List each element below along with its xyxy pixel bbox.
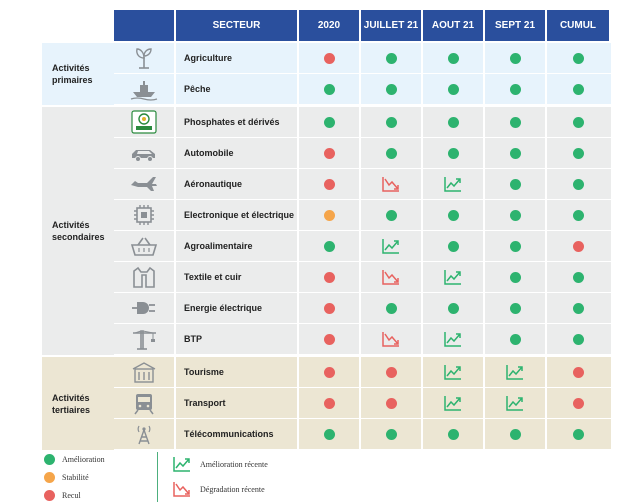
amelioration-dot-icon — [573, 179, 584, 190]
recul-dot-icon — [324, 272, 335, 283]
cell-cumul — [547, 293, 609, 323]
sector-name: Energie électrique — [176, 293, 299, 323]
header-secteur: SECTEUR — [176, 10, 299, 41]
cell-cumul — [547, 169, 609, 199]
sector-name: Télécommunications — [176, 419, 299, 449]
table-row — [114, 324, 611, 355]
trend-down-icon — [381, 268, 401, 286]
amelioration-dot-icon — [573, 84, 584, 95]
cell-juillet-21 — [361, 293, 423, 323]
cell-sept-21 — [485, 357, 547, 387]
cell-juillet-21 — [361, 107, 423, 137]
cell-2020 — [299, 169, 361, 199]
amelioration-dot-icon — [573, 117, 584, 128]
amelioration-dot-icon — [510, 148, 521, 159]
trend-up-icon — [443, 268, 463, 286]
legend — [44, 452, 604, 502]
recul-dot-icon — [386, 367, 397, 378]
cell-cumul — [547, 74, 609, 104]
crane-icon — [114, 324, 176, 354]
boat-icon — [114, 74, 176, 104]
amelioration-dot-icon — [510, 272, 521, 283]
sector-status-table — [42, 10, 611, 450]
cell-cumul — [547, 43, 609, 73]
recul-dot-icon — [573, 367, 584, 378]
cell-cumul — [547, 231, 609, 261]
cell-sept-21 — [485, 419, 547, 449]
amelioration-dot-icon — [324, 117, 335, 128]
cell-2020 — [299, 138, 361, 168]
table-header — [42, 10, 611, 41]
recul-dot-icon — [44, 490, 55, 501]
legend-amelioration-recente: Amélioration récente — [172, 455, 268, 473]
amelioration-dot-icon — [386, 117, 397, 128]
sector-name: Tourisme — [176, 357, 299, 387]
trend-up-icon — [443, 363, 463, 381]
amelioration-dot-icon — [386, 148, 397, 159]
amelioration-dot-icon — [510, 53, 521, 64]
cell-cumul — [547, 357, 609, 387]
legend-stabilite: Stabilité — [44, 472, 89, 483]
amelioration-dot-icon — [510, 84, 521, 95]
trend-down-icon — [172, 480, 192, 498]
cell-juillet-21 — [361, 388, 423, 418]
cell-sept-21 — [485, 293, 547, 323]
car-icon — [114, 138, 176, 168]
amelioration-dot-icon — [448, 53, 459, 64]
amelioration-dot-icon — [573, 272, 584, 283]
amelioration-dot-icon — [448, 210, 459, 221]
cell-juillet-21 — [361, 43, 423, 73]
amelioration-dot-icon — [510, 334, 521, 345]
cell-aout-21 — [423, 388, 485, 418]
table-row — [114, 388, 611, 419]
cell-sept-21 — [485, 43, 547, 73]
sector-name: Automobile — [176, 138, 299, 168]
trend-up-icon — [443, 175, 463, 193]
table-row — [114, 262, 611, 293]
group-label-secondaires: Activités secondaires — [52, 220, 105, 242]
antenna-icon — [114, 419, 176, 449]
amelioration-dot-icon — [448, 117, 459, 128]
cell-juillet-21 — [361, 74, 423, 104]
table-row — [114, 43, 611, 74]
trend-up-icon — [505, 363, 525, 381]
table-row — [114, 107, 611, 138]
jacket-icon — [114, 262, 176, 292]
amelioration-dot-icon — [510, 303, 521, 314]
recul-dot-icon — [324, 179, 335, 190]
cell-sept-21 — [485, 262, 547, 292]
plug-icon — [114, 293, 176, 323]
cell-2020 — [299, 231, 361, 261]
amelioration-dot-icon — [324, 429, 335, 440]
group-primaires — [42, 43, 611, 105]
table-row — [114, 138, 611, 169]
trend-up-icon — [505, 394, 525, 412]
cell-cumul — [547, 138, 609, 168]
amelioration-dot-icon — [386, 303, 397, 314]
cell-sept-21 — [485, 231, 547, 261]
cell-2020 — [299, 324, 361, 354]
cell-sept-21 — [485, 324, 547, 354]
sector-name: Agroalimentaire — [176, 231, 299, 261]
cell-aout-21 — [423, 74, 485, 104]
header-cumul: CUMUL — [547, 10, 609, 41]
table-row — [114, 419, 611, 450]
amelioration-dot-icon — [510, 241, 521, 252]
cell-juillet-21 — [361, 138, 423, 168]
group-secondaires — [42, 107, 611, 355]
building-icon — [114, 357, 176, 387]
amelioration-dot-icon — [573, 334, 584, 345]
recul-dot-icon — [324, 334, 335, 345]
cell-2020 — [299, 262, 361, 292]
recul-dot-icon — [324, 367, 335, 378]
stabilite-dot-icon — [44, 472, 55, 483]
cell-cumul — [547, 419, 609, 449]
sector-name: Transport — [176, 388, 299, 418]
plane-icon — [114, 169, 176, 199]
cell-juillet-21 — [361, 419, 423, 449]
header-aout-21: AOUT 21 — [423, 10, 485, 41]
cell-cumul — [547, 324, 609, 354]
cell-cumul — [547, 200, 609, 230]
legend-degradation-recente: Dégradation récente — [172, 480, 265, 498]
cell-aout-21 — [423, 107, 485, 137]
cell-sept-21 — [485, 138, 547, 168]
legend-separator — [157, 452, 158, 502]
cell-2020 — [299, 43, 361, 73]
amelioration-dot-icon — [510, 429, 521, 440]
amelioration-dot-icon — [324, 241, 335, 252]
amelioration-dot-icon — [510, 179, 521, 190]
chip-icon — [114, 200, 176, 230]
amelioration-dot-icon — [573, 148, 584, 159]
cell-2020 — [299, 74, 361, 104]
amelioration-dot-icon — [386, 210, 397, 221]
cell-juillet-21 — [361, 169, 423, 199]
cell-sept-21 — [485, 74, 547, 104]
amelioration-dot-icon — [44, 454, 55, 465]
cell-juillet-21 — [361, 324, 423, 354]
basket-icon — [114, 231, 176, 261]
amelioration-dot-icon — [510, 210, 521, 221]
cell-2020 — [299, 107, 361, 137]
trend-down-icon — [381, 330, 401, 348]
cell-2020 — [299, 388, 361, 418]
recul-dot-icon — [324, 53, 335, 64]
header-sept-21: SEPT 21 — [485, 10, 547, 41]
trend-down-icon — [381, 175, 401, 193]
table-row — [114, 169, 611, 200]
cell-cumul — [547, 262, 609, 292]
cell-2020 — [299, 200, 361, 230]
sector-name: Pêche — [176, 74, 299, 104]
recul-dot-icon — [324, 148, 335, 159]
table-row — [114, 231, 611, 262]
recul-dot-icon — [573, 241, 584, 252]
amelioration-dot-icon — [386, 84, 397, 95]
group-tertiaires — [42, 357, 611, 450]
train-icon — [114, 388, 176, 418]
amelioration-dot-icon — [573, 303, 584, 314]
cell-sept-21 — [485, 200, 547, 230]
amelioration-dot-icon — [573, 210, 584, 221]
cell-aout-21 — [423, 43, 485, 73]
cell-aout-21 — [423, 169, 485, 199]
sector-name: Textile et cuir — [176, 262, 299, 292]
amelioration-dot-icon — [510, 117, 521, 128]
sector-name: Agriculture — [176, 43, 299, 73]
amelioration-dot-icon — [448, 148, 459, 159]
cell-juillet-21 — [361, 262, 423, 292]
cell-aout-21 — [423, 231, 485, 261]
legend-recul: Recul — [44, 490, 81, 501]
legend-amelioration: Amélioration — [44, 454, 105, 465]
cell-aout-21 — [423, 357, 485, 387]
cell-sept-21 — [485, 169, 547, 199]
amelioration-dot-icon — [448, 84, 459, 95]
ocp-logo-icon — [114, 107, 176, 137]
cell-sept-21 — [485, 107, 547, 137]
recul-dot-icon — [324, 303, 335, 314]
plant-icon — [114, 43, 176, 73]
amelioration-dot-icon — [324, 84, 335, 95]
cell-aout-21 — [423, 324, 485, 354]
cell-aout-21 — [423, 293, 485, 323]
sector-name: Aéronautique — [176, 169, 299, 199]
recul-dot-icon — [324, 398, 335, 409]
table-row — [114, 357, 611, 388]
table-row — [114, 200, 611, 231]
trend-up-icon — [381, 237, 401, 255]
amelioration-dot-icon — [448, 241, 459, 252]
amelioration-dot-icon — [573, 53, 584, 64]
cell-sept-21 — [485, 388, 547, 418]
stabilite-dot-icon — [324, 210, 335, 221]
cell-2020 — [299, 293, 361, 323]
sector-name: Electronique et électrique — [176, 200, 299, 230]
header-2020: 2020 — [299, 10, 361, 41]
cell-juillet-21 — [361, 357, 423, 387]
table-row — [114, 74, 611, 105]
recul-dot-icon — [386, 398, 397, 409]
cell-aout-21 — [423, 262, 485, 292]
cell-aout-21 — [423, 419, 485, 449]
amelioration-dot-icon — [448, 303, 459, 314]
amelioration-dot-icon — [386, 429, 397, 440]
trend-up-icon — [443, 330, 463, 348]
recul-dot-icon — [573, 398, 584, 409]
cell-juillet-21 — [361, 200, 423, 230]
amelioration-dot-icon — [573, 429, 584, 440]
header-juillet-21: JUILLET 21 — [361, 10, 423, 41]
sector-name: Phosphates et dérivés — [176, 107, 299, 137]
sector-name: BTP — [176, 324, 299, 354]
group-label-primaires: Activités primaires — [52, 63, 93, 85]
header-icon-column — [114, 10, 176, 41]
cell-2020 — [299, 419, 361, 449]
cell-cumul — [547, 388, 609, 418]
cell-2020 — [299, 357, 361, 387]
trend-up-icon — [172, 455, 192, 473]
cell-aout-21 — [423, 200, 485, 230]
cell-juillet-21 — [361, 231, 423, 261]
amelioration-dot-icon — [386, 53, 397, 64]
cell-aout-21 — [423, 138, 485, 168]
cell-cumul — [547, 107, 609, 137]
amelioration-dot-icon — [448, 429, 459, 440]
group-label-tertiaires: Activités tertiaires — [52, 392, 91, 415]
trend-up-icon — [443, 394, 463, 412]
table-row — [114, 293, 611, 324]
